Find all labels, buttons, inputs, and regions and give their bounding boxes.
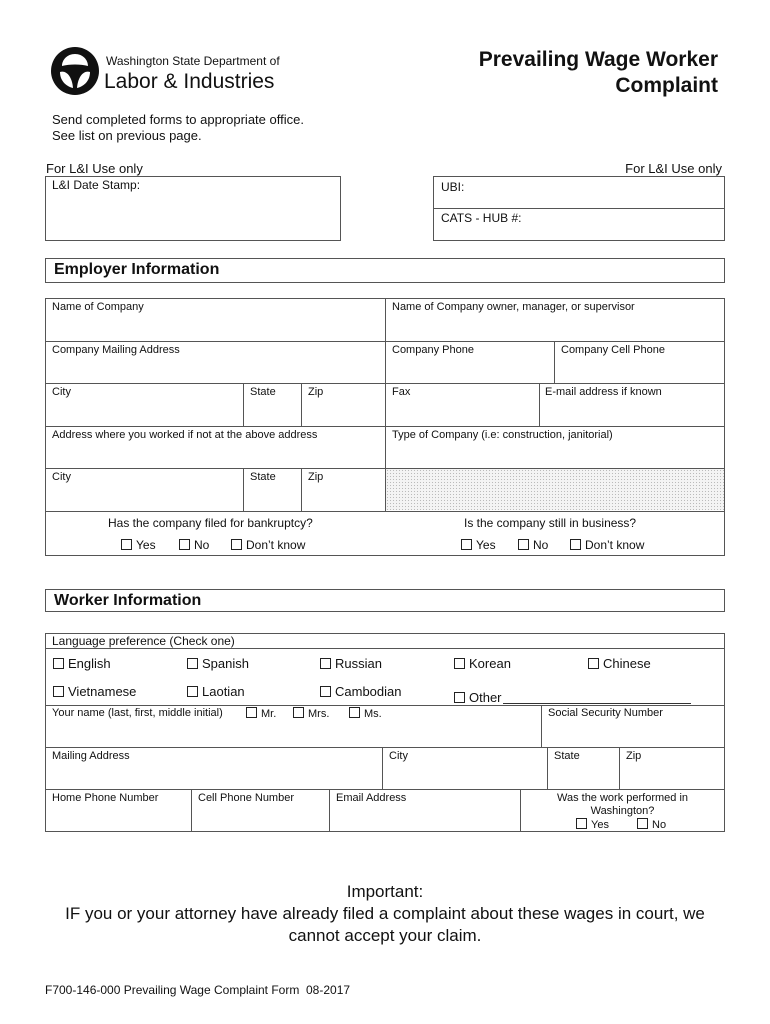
company-city-field[interactable]: City bbox=[52, 386, 71, 398]
office-use-caption-left: For L&I Use only bbox=[46, 161, 143, 176]
worker-email-field[interactable]: Email Address bbox=[336, 792, 407, 804]
form-title-line1: Prevailing Wage Worker bbox=[478, 48, 718, 71]
checkbox-icon bbox=[53, 658, 64, 669]
form-title-line2: Complaint bbox=[615, 74, 718, 97]
bankruptcy-no-checkbox[interactable]: No bbox=[179, 538, 209, 552]
bankruptcy-question: Has the company filed for bankruptcy? bbox=[108, 516, 313, 530]
lang-spanish-checkbox[interactable]: Spanish bbox=[187, 656, 249, 671]
checkbox-icon bbox=[231, 539, 242, 550]
wa-no-checkbox[interactable]: No bbox=[637, 818, 666, 831]
business-dontknow-checkbox[interactable]: Don’t know bbox=[570, 538, 644, 552]
lang-chinese-checkbox[interactable]: Chinese bbox=[588, 656, 651, 671]
worker-city-field[interactable]: City bbox=[389, 750, 408, 762]
lang-korean-checkbox[interactable]: Korean bbox=[454, 656, 511, 671]
checkbox-icon bbox=[454, 658, 465, 669]
checkbox-icon bbox=[293, 707, 304, 718]
company-phone-field[interactable]: Company Phone bbox=[392, 344, 474, 356]
footer-form-id: F700-146-000 Prevailing Wage Complaint Form 08-2017 bbox=[45, 983, 351, 997]
checkbox-icon bbox=[518, 539, 529, 550]
business-question: Is the company still in business? bbox=[464, 516, 637, 530]
instructions-line1: Send completed forms to appropriate office. bbox=[52, 112, 304, 127]
lang-vietnamese-checkbox[interactable]: Vietnamese bbox=[53, 684, 136, 699]
instructions-line2: See list on previous page. bbox=[52, 128, 202, 143]
ssn-field[interactable]: Social Security Number bbox=[548, 707, 663, 719]
company-fax-field[interactable]: Fax bbox=[392, 386, 411, 398]
checkbox-icon bbox=[588, 658, 599, 669]
worker-mailing-field[interactable]: Mailing Address bbox=[52, 750, 130, 762]
worker-section-heading: Worker Information bbox=[45, 589, 725, 612]
checkbox-icon bbox=[576, 818, 587, 829]
checkbox-icon bbox=[179, 539, 190, 550]
lang-other-checkbox[interactable]: Other bbox=[454, 690, 502, 705]
checkbox-icon bbox=[570, 539, 581, 550]
checkbox-icon bbox=[53, 686, 64, 697]
company-state-field[interactable]: State bbox=[250, 386, 276, 398]
checkbox-icon bbox=[320, 658, 331, 669]
agency-name-line2: Labor & Industries bbox=[104, 70, 275, 93]
bankruptcy-yes-checkbox[interactable]: Yes bbox=[121, 538, 156, 552]
company-mailing-field[interactable]: Company Mailing Address bbox=[52, 344, 180, 356]
language-preference-label: Language preference (Check one) bbox=[52, 634, 235, 648]
important-heading: Important: bbox=[346, 882, 424, 901]
office-use-caption-right: For L&I Use only bbox=[625, 161, 722, 176]
home-phone-field[interactable]: Home Phone Number bbox=[52, 792, 159, 804]
cell-phone-field[interactable]: Cell Phone Number bbox=[198, 792, 294, 804]
worked-state-field[interactable]: State bbox=[250, 471, 276, 483]
title-mrs-checkbox[interactable]: Mrs. bbox=[293, 707, 329, 720]
company-zip-field[interactable]: Zip bbox=[308, 386, 324, 398]
company-cell-field[interactable]: Company Cell Phone bbox=[561, 344, 665, 356]
bankruptcy-dontknow-checkbox[interactable]: Don’t know bbox=[231, 538, 305, 552]
employer-section-heading: Employer Information bbox=[45, 258, 725, 283]
agency-name-line1: Washington State Department of bbox=[106, 54, 280, 68]
shaded-empty-cell bbox=[386, 469, 724, 510]
checkbox-icon bbox=[454, 692, 465, 703]
worker-state-field[interactable]: State bbox=[554, 750, 580, 762]
checkbox-icon bbox=[349, 707, 360, 718]
business-no-checkbox[interactable]: No bbox=[518, 538, 548, 552]
lang-english-checkbox[interactable]: English bbox=[53, 656, 111, 671]
title-mr-checkbox[interactable]: Mr. bbox=[246, 707, 276, 720]
worked-address-field[interactable]: Address where you worked if not at the above address bbox=[52, 429, 318, 441]
important-line1: IF you or your attorney have already filed a complaint about these wages in court, we bbox=[65, 904, 705, 923]
lang-russian-checkbox[interactable]: Russian bbox=[320, 656, 382, 671]
wa-question-line1: Was the work performed in bbox=[556, 792, 689, 804]
checkbox-icon bbox=[246, 707, 257, 718]
wa-question-line2: Washington? bbox=[590, 805, 655, 817]
checkbox-icon bbox=[320, 686, 331, 697]
business-yes-checkbox[interactable]: Yes bbox=[461, 538, 496, 552]
company-name-field[interactable]: Name of Company bbox=[52, 301, 144, 313]
cats-label: CATS - HUB #: bbox=[441, 211, 522, 225]
important-line2: cannot accept your claim. bbox=[288, 926, 482, 945]
company-type-field[interactable]: Type of Company (i.e: construction, janitorial) bbox=[392, 429, 613, 441]
checkbox-icon bbox=[637, 818, 648, 829]
company-email-field[interactable]: E-mail address if known bbox=[545, 386, 662, 398]
lang-laotian-checkbox[interactable]: Laotian bbox=[187, 684, 245, 699]
li-logo bbox=[50, 46, 100, 96]
your-name-field[interactable]: Your name (last, first, middle initial) bbox=[52, 707, 223, 719]
lang-cambodian-checkbox[interactable]: Cambodian bbox=[320, 684, 402, 699]
checkbox-icon bbox=[187, 658, 198, 669]
worked-zip-field[interactable]: Zip bbox=[308, 471, 324, 483]
checkbox-icon bbox=[461, 539, 472, 550]
title-ms-checkbox[interactable]: Ms. bbox=[349, 707, 382, 720]
ubi-label: UBI: bbox=[441, 180, 465, 194]
checkbox-icon bbox=[187, 686, 198, 697]
checkbox-icon bbox=[121, 539, 132, 550]
wa-yes-checkbox[interactable]: Yes bbox=[576, 818, 609, 831]
date-stamp-label: L&I Date Stamp: bbox=[52, 178, 141, 192]
worked-city-field[interactable]: City bbox=[52, 471, 71, 483]
worker-zip-field[interactable]: Zip bbox=[626, 750, 642, 762]
other-language-line[interactable] bbox=[503, 703, 691, 704]
company-owner-field[interactable]: Name of Company owner, manager, or supervisor bbox=[392, 301, 635, 313]
